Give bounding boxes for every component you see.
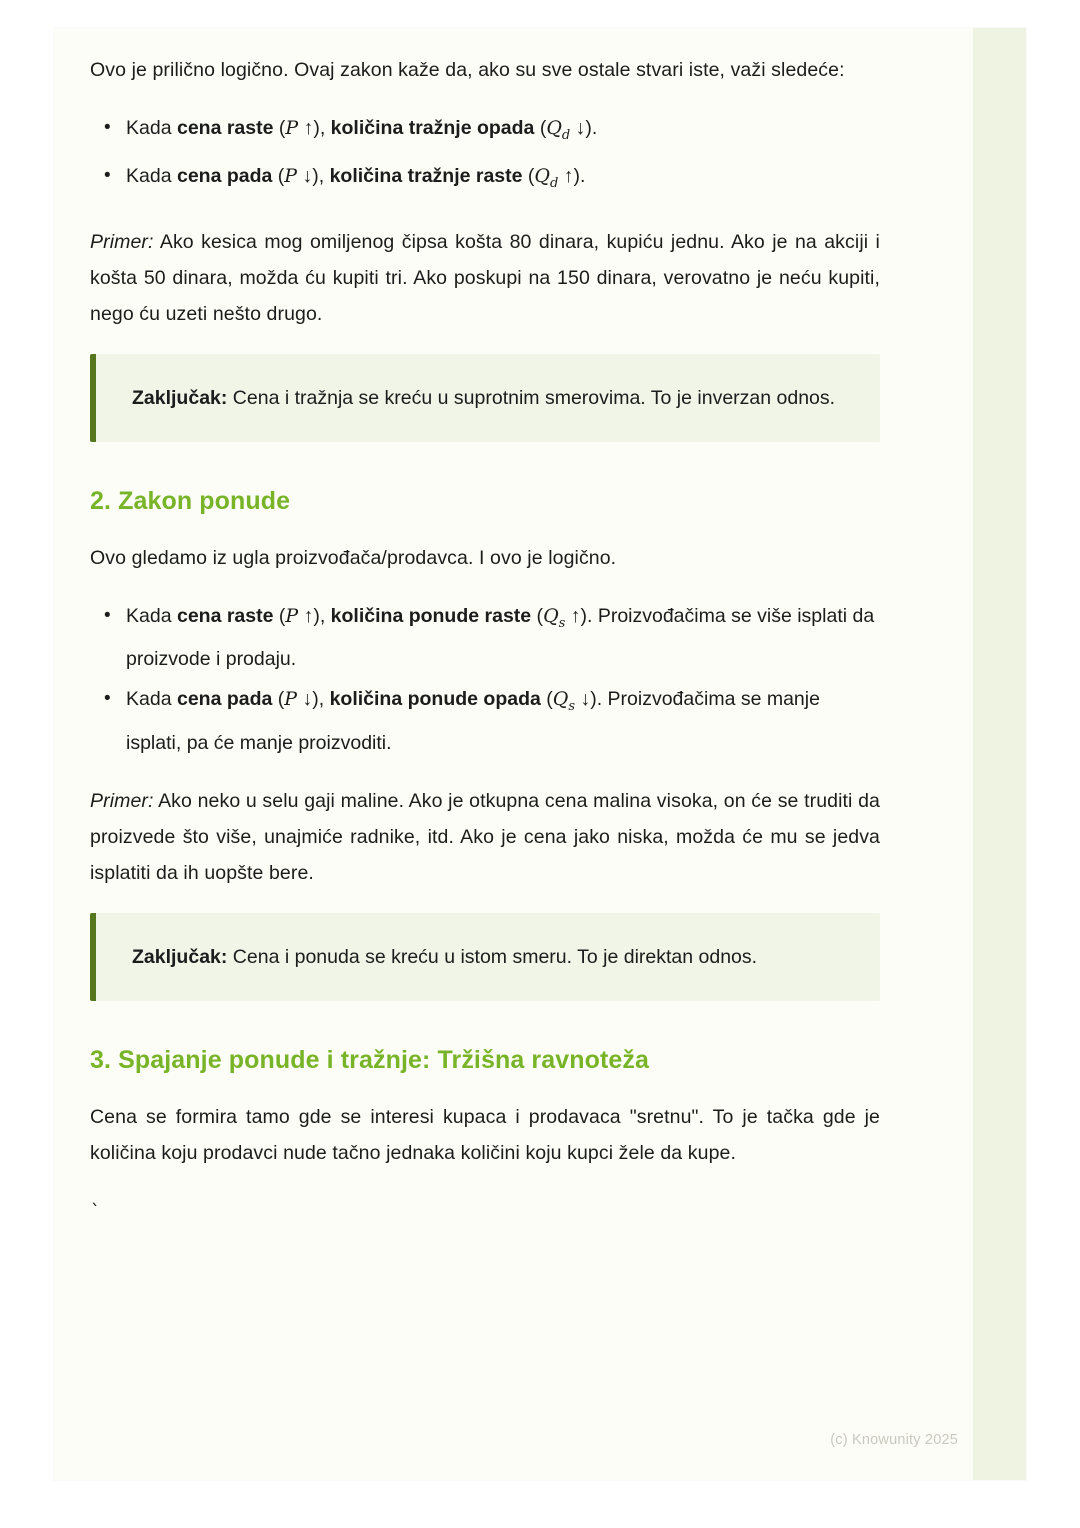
math-variable-qd: $Q_d$ (534, 164, 559, 191)
intro-paragraph: Ovo je prilično logično. Ovaj zakon kaže da, ako su sve ostale stvari iste, važi sledeće: (90, 59, 845, 81)
callout-label: Zaključak: (132, 946, 228, 969)
bullet-mid-2: ( (522, 164, 535, 187)
callout-paragraph (132, 380, 846, 416)
bullet-bold-term: cena raste (176, 604, 274, 627)
example-text: Ako neko u selu gaji maline. Ako je otkupna cena malina visoka, on će se truditi da proizvede što više, unajmiće radnike, itd. Ako je cena jako niska, možda će mu se jedva isplatiti da ih uopšte bere. (90, 790, 880, 885)
document-content (90, 52, 880, 1227)
section-heading-3: 3. Spajanje ponude i tražnje: Tržišna ravnoteža (90, 1046, 650, 1075)
bullet-arrow-2: ↓). (570, 117, 598, 139)
bullet-arrow: ↑), (298, 604, 331, 627)
bullet-bold-term-2: količina ponude raste (330, 604, 532, 627)
conclusion-callout-supply (90, 913, 880, 1001)
bullet-tail: Proizvođačima se više isplati da proizvode i prodaju. (126, 604, 875, 671)
example-label: Primer: (90, 230, 154, 253)
bullet-prefix: Kada (126, 164, 177, 187)
bullet-prefix: Kada (126, 117, 177, 139)
math-variable-p: P (285, 117, 299, 139)
document-page (54, 28, 1026, 1480)
bullet-bold-term: cena pada (176, 688, 273, 711)
bullet-arrow-2: ↓). (575, 688, 608, 711)
bullet-arrow: ↓), (297, 688, 330, 711)
bullet-arrow: ↑), (298, 117, 331, 139)
law-of-demand-list (90, 110, 880, 202)
bullet-bold-term-2: količina tražnje raste (329, 164, 523, 187)
bullet-bold-term: cena pada (176, 164, 273, 187)
law-of-supply-list (90, 598, 880, 762)
bullet-bold-term: cena raste (176, 117, 274, 139)
math-variable-p: P (285, 604, 299, 627)
bullet-bold-term-2: količina ponude opada (329, 688, 541, 711)
conclusion-callout-demand (90, 354, 880, 442)
math-variable-p: P (284, 164, 298, 187)
supply-intro-paragraph: Ovo gledamo iz ugla proizvođača/prodavca. I ovo je logično. (90, 546, 617, 569)
callout-paragraph (132, 939, 846, 975)
equilibrium-paragraph: Cena se formira tamo gde se interesi kupaca i prodavaca "sretnu". To je tačka gde je količina koju prodavci nude tačno jednaka količini koju kupci žele da kupe. (90, 1106, 880, 1165)
list-item (126, 110, 880, 154)
example-text: Ako kesica mog omiljenog čipsa košta 80 dinara, kupiću jednu. Ako je na akciji i košta 50 dinara, možda ću kupiti tri. Ako poskupi na 150 dinara, verovatno je neću kupiti, nego ću uzeti nešto drugo. (90, 230, 880, 325)
bullet-prefix: Kada (126, 688, 177, 711)
bullet-mid: ( (272, 164, 285, 187)
math-variable-qd: $Q_d$ (546, 117, 571, 143)
copyright-footer: (c) Knowunity 2025 (830, 1432, 958, 1448)
example-label: Primer: (90, 790, 154, 813)
bullet-mid: ( (273, 604, 286, 627)
bullet-mid-2: ( (534, 117, 547, 139)
section-heading-2: 2. Zakon ponude (90, 486, 291, 515)
list-item (126, 158, 880, 202)
bullet-mid: ( (273, 117, 286, 139)
bullet-arrow: ↓), (297, 164, 330, 187)
list-item (126, 681, 880, 761)
example-paragraph-demand (90, 224, 880, 332)
bullet-mid-2: ( (540, 688, 553, 711)
bullet-mid: ( (272, 688, 285, 711)
math-variable-qs: $Q_s$ (552, 688, 576, 715)
math-variable-qs: $Q_s$ (543, 604, 566, 631)
bullet-mid-2: ( (531, 604, 544, 627)
callout-label: Zaključak: (132, 386, 228, 409)
callout-text: Cena i tražnja se kreću u suprotnim smerovima. To je inverzan odnos. (227, 386, 836, 409)
bullet-arrow-2: ↑). (565, 604, 598, 627)
page-right-margin-band (973, 28, 1026, 1480)
bullet-arrow-2: ↑). (558, 164, 586, 187)
math-variable-p: P (284, 688, 298, 711)
example-paragraph-supply (90, 783, 880, 891)
list-item (126, 598, 880, 678)
callout-text: Cena i ponuda se kreću u istom smeru. To je direktan odnos. (227, 946, 758, 969)
stray-backtick: ` (90, 1201, 101, 1223)
bullet-tail: Proizvođačima se manje isplati, pa će manje proizvoditi. (126, 688, 820, 755)
bullet-bold-term-2: količina tražnje opada (330, 117, 535, 139)
bullet-prefix: Kada (126, 604, 177, 627)
